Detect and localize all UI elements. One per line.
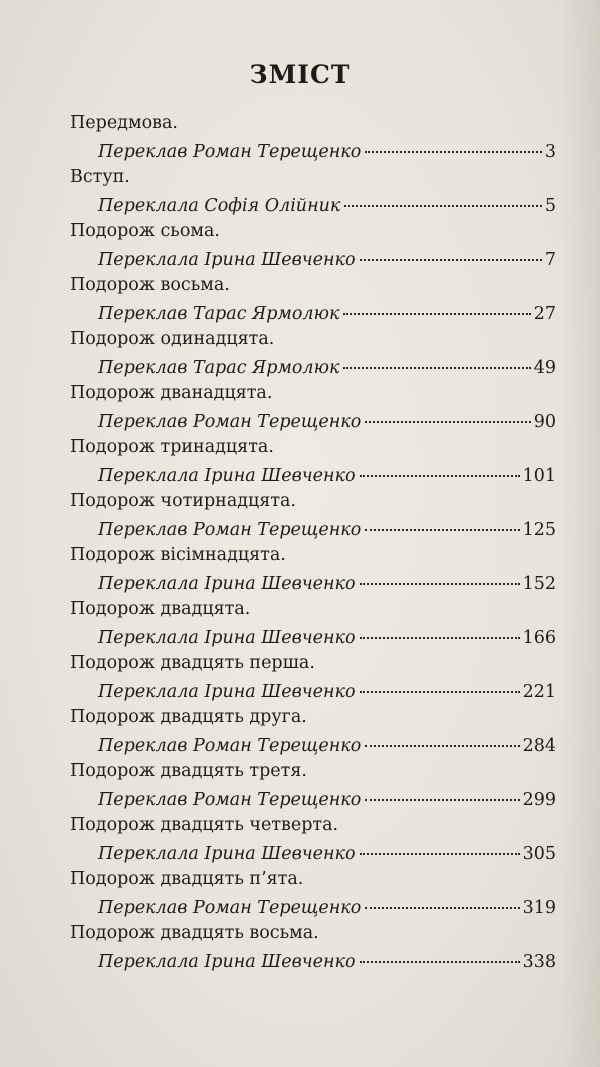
dot-leader [365, 407, 530, 427]
toc-entry-title: Вступ. [70, 167, 130, 187]
dot-leader [360, 245, 542, 265]
toc-entry-line [70, 191, 556, 218]
toc-entry-page-number: 49 [533, 358, 556, 378]
toc-entry-line [70, 893, 556, 920]
toc-entry-translator: Переклав Роман Терещенко [98, 142, 362, 162]
toc-entry-line [70, 947, 556, 974]
dot-leader [365, 515, 519, 535]
page-shadow [560, 0, 600, 1067]
toc-entry-page-number: 305 [522, 844, 556, 864]
toc-entry-translator: Переклав Роман Терещенко [98, 520, 362, 540]
toc-entry-line [70, 407, 556, 434]
dot-leader [365, 137, 542, 157]
toc-entry-line [70, 461, 556, 488]
dot-leader [360, 947, 520, 967]
toc-entry-translator: Переклала Ірина Шевченко [98, 628, 356, 648]
toc-entry-translator: Переклав Роман Терещенко [98, 790, 362, 810]
toc-entry-line [70, 137, 556, 164]
dot-leader [360, 839, 520, 859]
toc-entry-translator: Переклав Роман Терещенко [98, 898, 362, 918]
toc-entry-line [70, 569, 556, 596]
toc-entry-title: Подорож двадцять третя. [70, 761, 307, 781]
toc-entry-title: Подорож чотирнадцята. [70, 491, 297, 511]
toc-entry-translator: Переклала Ірина Шевченко [98, 250, 356, 270]
toc-entry-line [70, 677, 556, 704]
toc-entry-translator: Переклала Софія Олійник [98, 196, 341, 216]
toc-entry-line [70, 839, 556, 866]
dot-leader [365, 893, 519, 913]
toc-entry-title: Подорож двадцять восьма. [70, 923, 319, 943]
toc-entry-line [70, 353, 556, 380]
toc-entry-line [70, 731, 556, 758]
toc-entry-translator: Переклала Ірина Шевченко [98, 574, 356, 594]
toc-entry-page-number: 221 [522, 682, 556, 702]
toc-entry-page-number: 166 [522, 628, 556, 648]
toc-entry-translator: Переклав Роман Терещенко [98, 412, 362, 432]
toc-entry-translator: Переклав Роман Терещенко [98, 736, 362, 756]
toc-entry-title: Подорож двадцять друга. [70, 707, 307, 727]
toc-entry-title: Подорож двадцять п’ята. [70, 869, 304, 889]
toc-entry-title: Подорож тринадцята. [70, 437, 274, 457]
toc-entry-title: Подорож дванадцята. [70, 383, 273, 403]
toc-entry-page-number: 338 [522, 952, 556, 972]
table-of-contents [70, 110, 556, 974]
toc-entry-translator: Переклала Ірина Шевченко [98, 952, 356, 972]
toc-entry-page-number: 90 [533, 412, 556, 432]
dot-leader [365, 785, 519, 805]
toc-entry-line [70, 299, 556, 326]
toc-entry-page-number: 7 [544, 250, 556, 270]
toc-entry-line [70, 515, 556, 542]
toc-entry-page-number: 284 [522, 736, 556, 756]
toc-entry-line [70, 623, 556, 650]
toc-entry-title: Подорож двадцята. [70, 599, 251, 619]
toc-entry-translator: Переклала Ірина Шевченко [98, 682, 356, 702]
toc-entry-translator: Переклав Тарас Ярмолюк [98, 358, 340, 378]
dot-leader [360, 623, 520, 643]
toc-entry-title: Подорож вісімнадцята. [70, 545, 286, 565]
dot-leader [360, 569, 520, 589]
toc-entry-title: Подорож двадцять четверта. [70, 815, 339, 835]
toc-entry-translator: Переклала Ірина Шевченко [98, 466, 356, 486]
page-title: ЗМІСТ [249, 60, 351, 89]
toc-entry-page-number: 125 [522, 520, 556, 540]
toc-entry-translator: Переклала Ірина Шевченко [98, 844, 356, 864]
toc-entry-page-number: 319 [522, 898, 556, 918]
toc-entry-title: Подорож сьома. [70, 221, 220, 241]
dot-leader [343, 299, 530, 319]
dot-leader [365, 731, 519, 751]
dot-leader [360, 677, 520, 697]
toc-entry-line [70, 785, 556, 812]
toc-entry-page-number: 27 [533, 304, 556, 324]
toc-entry-page-number: 152 [522, 574, 556, 594]
toc-entry-page-number: 101 [522, 466, 556, 486]
toc-entry-title: Передмова. [70, 113, 178, 133]
toc-entry-title: Подорож одинадцята. [70, 329, 275, 349]
toc-entry-page-number: 5 [544, 196, 556, 216]
toc-entry-title: Подорож двадцять перша. [70, 653, 315, 673]
dot-leader [360, 461, 520, 481]
toc-entry-line [70, 245, 556, 272]
dot-leader [343, 353, 530, 373]
toc-entry-page-number: 299 [522, 790, 556, 810]
toc-entry-title: Подорож восьма. [70, 275, 230, 295]
toc-entry-translator: Переклав Тарас Ярмолюк [98, 304, 340, 324]
toc-entry-page-number: 3 [544, 142, 556, 162]
dot-leader [344, 191, 542, 211]
